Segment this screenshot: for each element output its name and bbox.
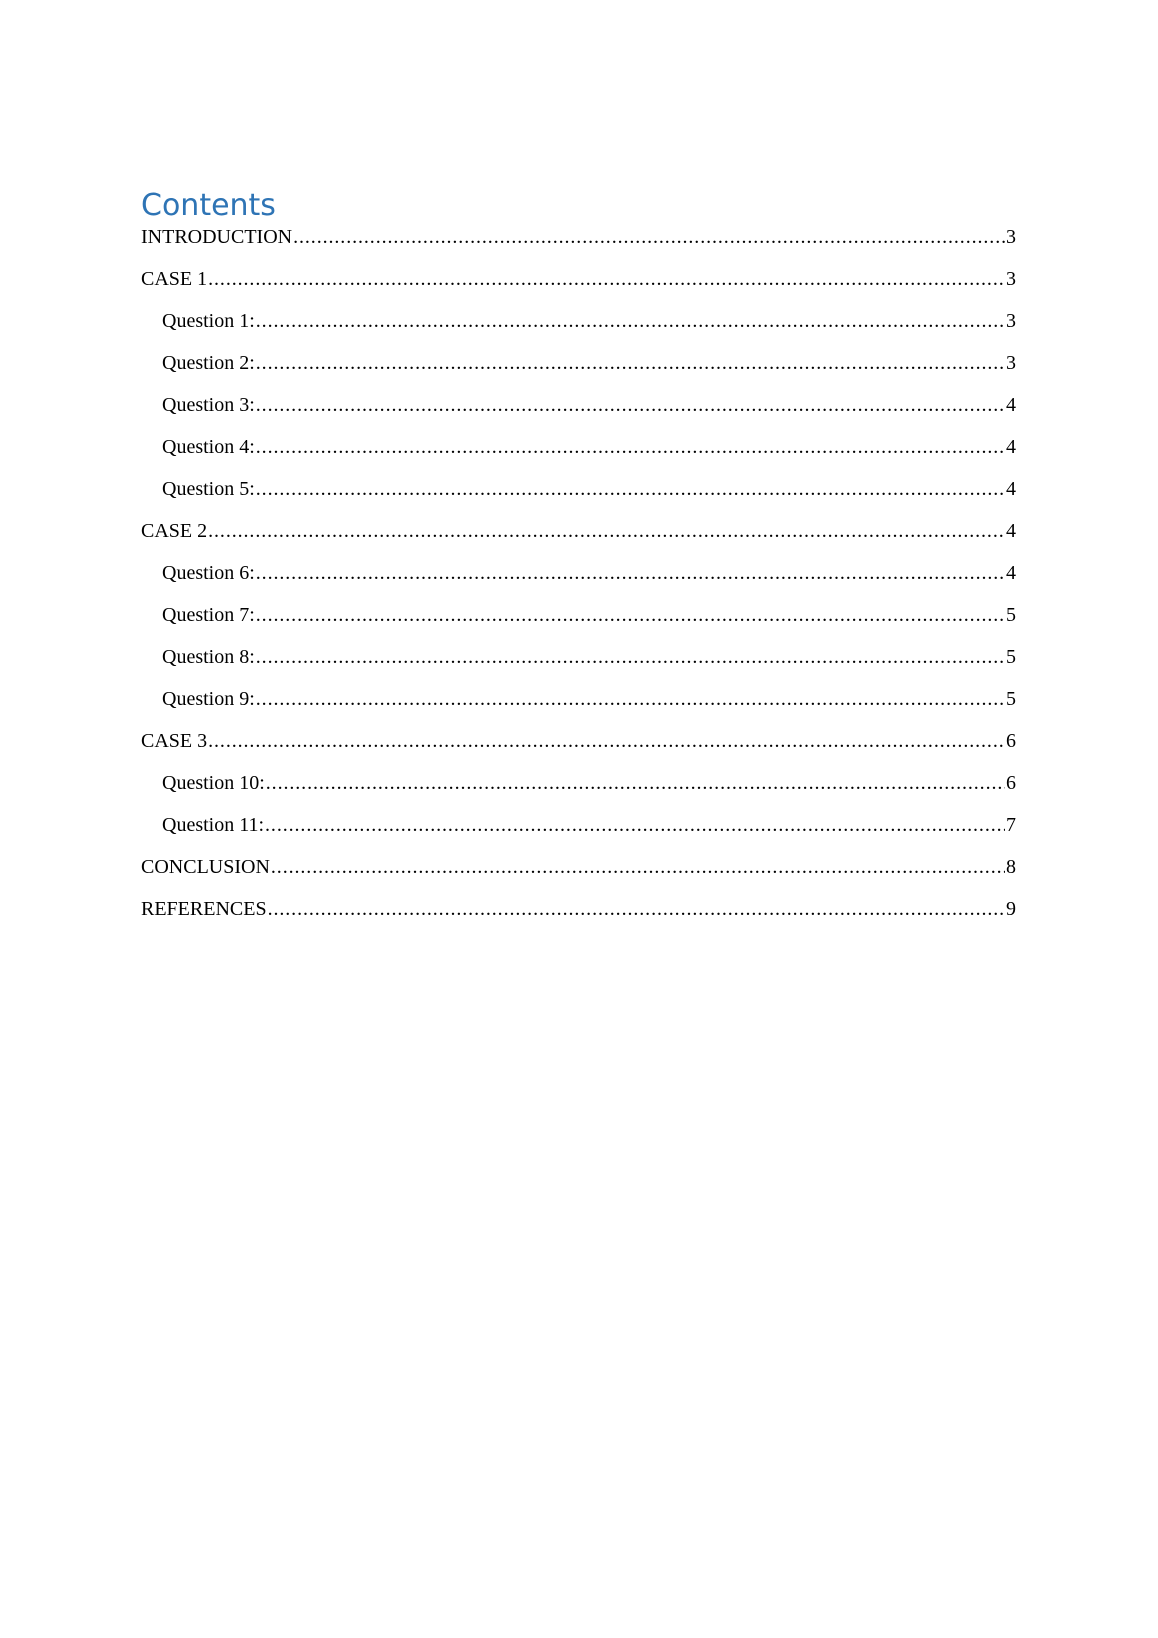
toc-page-number: 5 [1006,604,1016,626]
toc-entry-label: INTRODUCTION [141,226,293,248]
toc-entry-question-9[interactable] [141,686,1016,728]
toc-entry-case-1[interactable] [141,266,1016,308]
toc-page-number: 4 [1006,520,1016,542]
toc-entry-label: CONCLUSION [141,856,270,878]
toc-dot-leader [256,602,1005,628]
toc-heading: Contents [141,188,276,223]
toc-dot-leader [256,434,1005,460]
toc-dot-leader [293,224,1005,250]
toc-entry-label: CASE 1 [141,268,208,290]
toc-dot-leader [266,770,1005,796]
toc-page-number: 6 [1006,772,1016,794]
toc-entry-question-8[interactable] [141,644,1016,686]
toc-entry-question-4[interactable] [141,434,1016,476]
toc-page-number: 5 [1006,688,1016,710]
toc-dot-leader [208,518,1005,544]
toc-entry-label: Question 2: [162,352,255,374]
toc-entry-question-2[interactable] [141,350,1016,392]
toc-entry-question-3[interactable] [141,392,1016,434]
toc-entry-question-1[interactable] [141,308,1016,350]
toc-page-number: 9 [1006,898,1016,920]
toc-dot-leader [256,686,1005,712]
toc-page-number: 3 [1006,226,1016,248]
toc-dot-leader [256,644,1005,670]
toc-entry-label: Question 6: [162,562,255,584]
toc-entry-case-2[interactable] [141,518,1016,560]
toc-entry-label: Question 4: [162,436,255,458]
toc-dot-leader [256,476,1005,502]
toc-entry-label: Question 8: [162,646,255,668]
toc-page-number: 3 [1006,268,1016,290]
toc-entry-label: Question 3: [162,394,255,416]
table-of-contents [141,224,1016,938]
toc-entry-question-6[interactable] [141,560,1016,602]
toc-dot-leader [256,308,1005,334]
toc-entry-label: Question 10: [162,772,265,794]
toc-entry-conclusion[interactable] [141,854,1016,896]
toc-page-number: 4 [1006,394,1016,416]
toc-page-number: 4 [1006,478,1016,500]
toc-entry-label: CASE 3 [141,730,208,752]
toc-entry-label: Question 11: [162,814,265,836]
toc-dot-leader [265,812,1005,838]
toc-dot-leader [208,266,1005,292]
toc-entry-label: Question 5: [162,478,255,500]
toc-page-number: 4 [1006,436,1016,458]
toc-entry-introduction[interactable] [141,224,1016,266]
toc-entry-label: Question 1: [162,310,255,332]
toc-dot-leader [256,560,1005,586]
toc-page-number: 6 [1006,730,1016,752]
toc-dot-leader [256,350,1005,376]
toc-dot-leader [268,896,1005,922]
toc-entry-references[interactable] [141,896,1016,938]
toc-page-number: 4 [1006,562,1016,584]
toc-entry-label: CASE 2 [141,520,208,542]
toc-dot-leader [271,854,1005,880]
toc-page-number: 3 [1006,352,1016,374]
toc-entry-label: Question 7: [162,604,255,626]
toc-entry-question-7[interactable] [141,602,1016,644]
toc-entry-case-3[interactable] [141,728,1016,770]
toc-page-number: 3 [1006,310,1016,332]
toc-dot-leader [208,728,1005,754]
toc-page-number: 5 [1006,646,1016,668]
toc-entry-question-5[interactable] [141,476,1016,518]
toc-page-number: 7 [1006,814,1016,836]
toc-dot-leader [256,392,1005,418]
toc-entry-question-10[interactable] [141,770,1016,812]
toc-entry-question-11[interactable] [141,812,1016,854]
toc-page-number: 8 [1006,856,1016,878]
toc-entry-label: Question 9: [162,688,255,710]
toc-entry-label: REFERENCES [141,898,267,920]
